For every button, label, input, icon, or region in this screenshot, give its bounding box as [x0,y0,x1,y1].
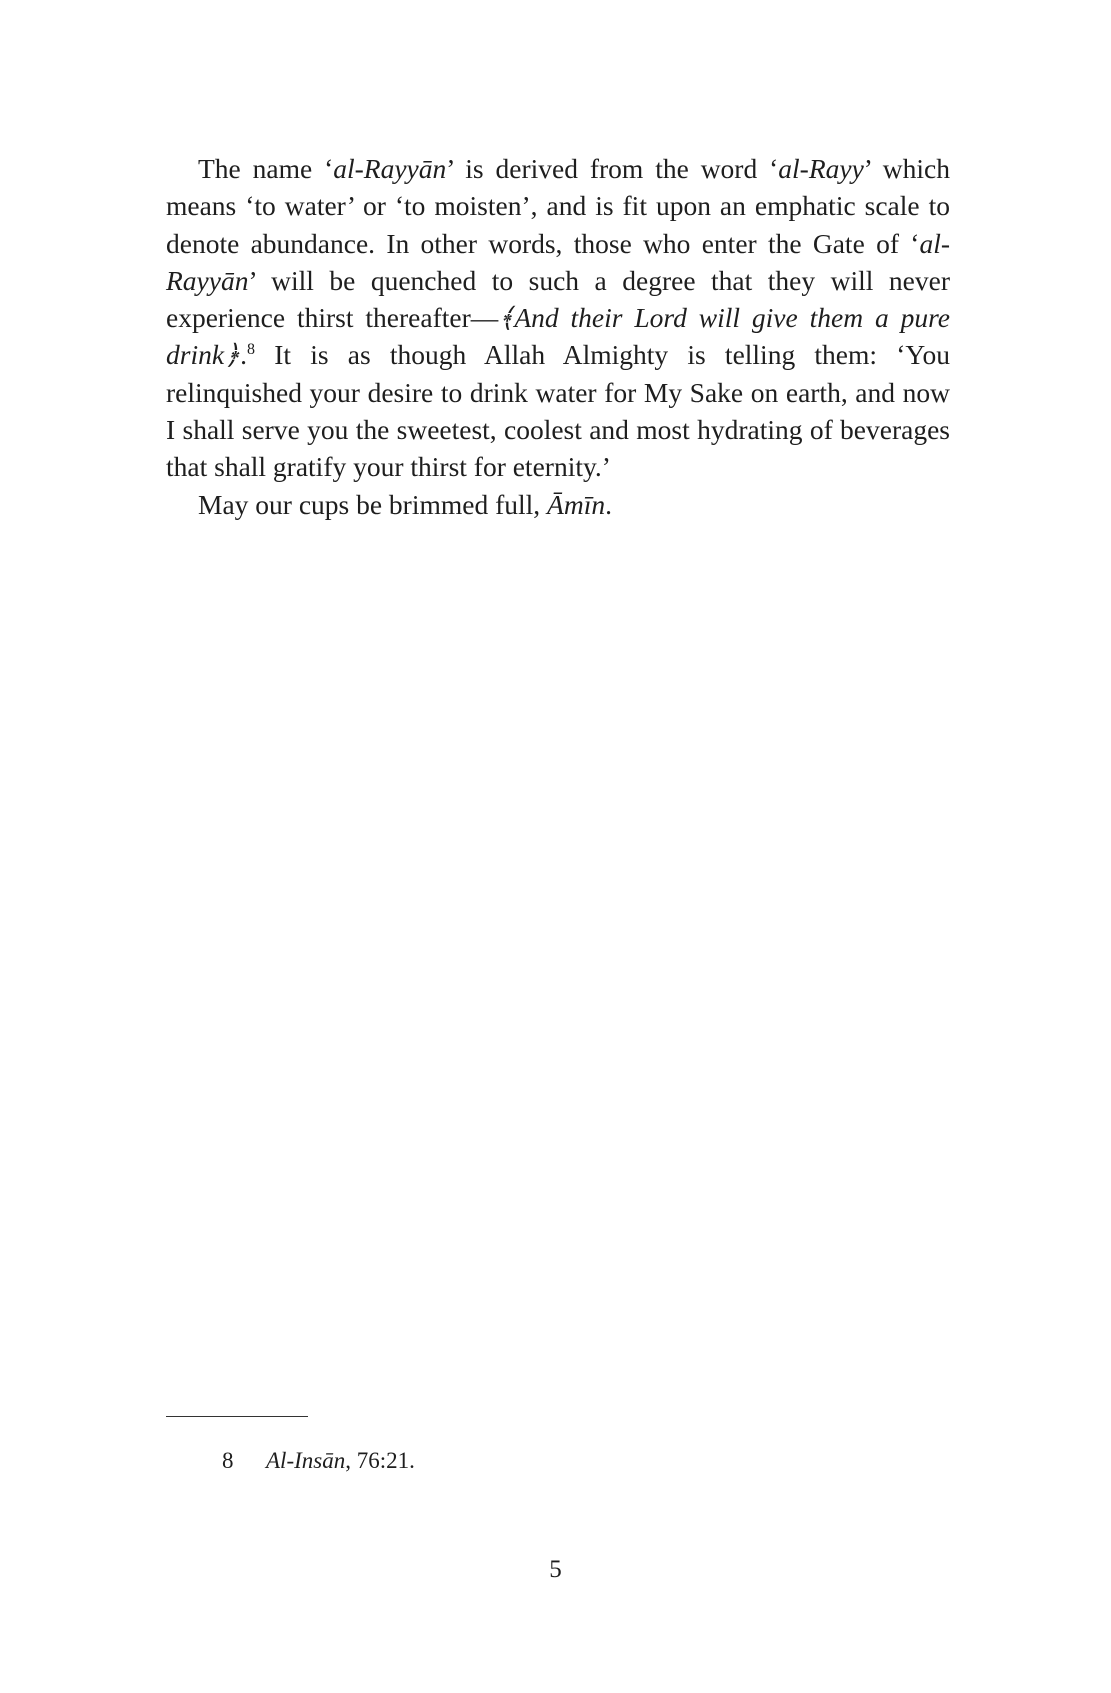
italic-term: al-Rayy [778,153,864,184]
text-run: The name ‘ [198,153,334,184]
footnote-divider [166,1416,308,1417]
quran-quote: ﴾And their Lord will give them a pure drink﴿ [166,302,951,371]
italic-term: Āmīn [547,488,606,520]
footnote [222,1446,415,1476]
footnote-source: Al-Insān [266,1448,346,1473]
italic-term: al-Rayyān [333,153,447,184]
paragraph-closing [166,486,950,523]
paragraph-rayyan [166,150,950,486]
footnote-reference-text: , 76:21. [345,1448,415,1473]
text-run: . [605,488,612,520]
text-run: . [240,339,248,371]
footnote-number: 8 [222,1448,234,1473]
text-run: ’ is derived from the word ‘ [446,153,779,184]
page-number: 5 [549,1556,562,1583]
text-run: ’ will be quenched to such a degree that they will never experience thirst thereafter— [166,264,950,334]
text-run: May our cups be brimmed full, [198,488,548,520]
italic-term: al-Rayyān [166,227,950,296]
footnote-reference[interactable]: 8 [247,341,256,359]
text-run: ’ which means ‘to water’ or ‘to moisten’, and is fit upon an emphatic scale to denote abundance. In other words, those who enter the Gate of ‘ [166,153,950,259]
body-text [166,150,950,523]
text-run: It is as though Allah Almighty is telling them: ‘You relinquished your desire to drink water for My Sake on earth, and now I shall serve you the sweetest, coolest and most hydrating of beverages that shall gratify your thirst for eternity.’ [166,339,950,483]
